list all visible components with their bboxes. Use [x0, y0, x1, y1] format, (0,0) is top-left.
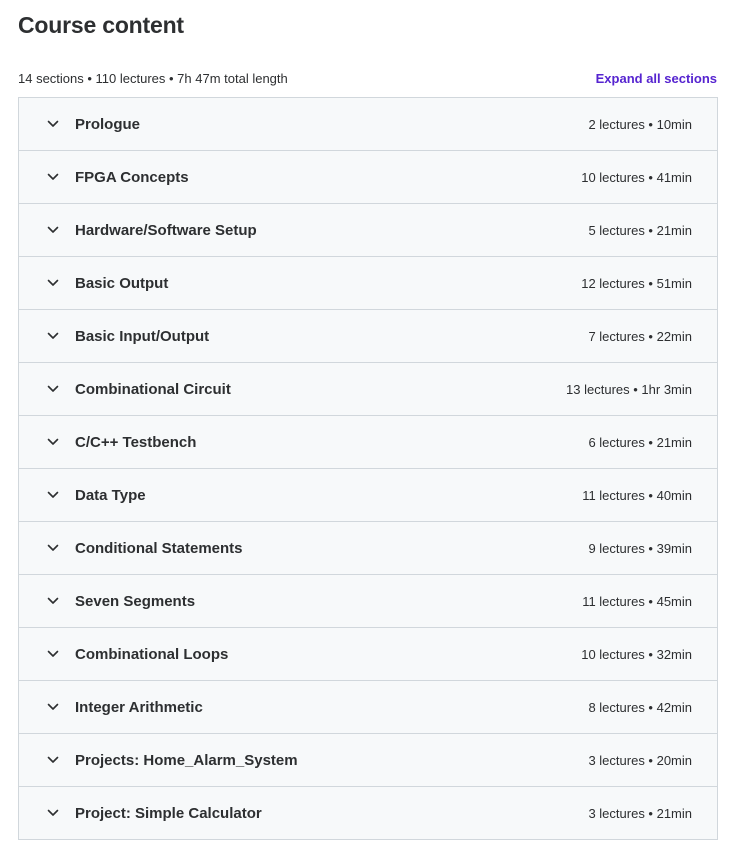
- chevron-down-icon: [47, 383, 59, 395]
- chevron-down-icon: [47, 807, 59, 819]
- section-meta: 3 lectures • 20min: [588, 752, 692, 768]
- section-header[interactable]: [19, 310, 717, 363]
- chevron-down-icon: [47, 595, 59, 607]
- section-header[interactable]: [19, 204, 717, 257]
- section-meta: 2 lectures • 10min: [588, 116, 692, 132]
- chevron-down-icon: [47, 542, 59, 554]
- section-header[interactable]: [19, 363, 717, 416]
- section-title: Combinational Loops: [75, 645, 229, 663]
- chevron-down-icon: [47, 277, 59, 289]
- section-title: FPGA Concepts: [75, 168, 189, 186]
- chevron-down-icon: [47, 436, 59, 448]
- section-title: Conditional Statements: [75, 539, 243, 557]
- course-summary-row: [18, 69, 717, 87]
- section-header[interactable]: [19, 257, 717, 310]
- section-meta: 5 lectures • 21min: [588, 222, 692, 238]
- section-header[interactable]: [19, 151, 717, 204]
- section-title: Data Type: [75, 486, 146, 504]
- section-header[interactable]: [19, 522, 717, 575]
- section-title: Prologue: [75, 115, 141, 133]
- section-header[interactable]: [19, 98, 717, 151]
- section-title: Seven Segments: [75, 592, 196, 610]
- section-header[interactable]: [19, 628, 717, 681]
- section-meta: 12 lectures • 51min: [581, 275, 692, 291]
- chevron-down-icon: [47, 701, 59, 713]
- section-title: Integer Arithmetic: [75, 698, 203, 716]
- section-meta: 6 lectures • 21min: [588, 434, 692, 450]
- section-header[interactable]: [19, 787, 717, 839]
- section-title: Hardware/Software Setup: [75, 221, 257, 239]
- section-meta: 10 lectures • 41min: [581, 169, 692, 185]
- section-title: Basic Input/Output: [75, 327, 210, 345]
- section-meta: 11 lectures • 45min: [582, 593, 692, 609]
- section-header[interactable]: [19, 469, 717, 522]
- section-meta: 7 lectures • 22min: [588, 328, 692, 344]
- section-meta: 9 lectures • 39min: [588, 540, 692, 556]
- section-title: Projects: Home_Alarm_System: [75, 751, 298, 769]
- chevron-down-icon: [47, 224, 59, 236]
- chevron-down-icon: [47, 118, 59, 130]
- section-list: [18, 97, 718, 840]
- section-header[interactable]: [19, 734, 717, 787]
- section-header[interactable]: [19, 681, 717, 734]
- section-meta: 11 lectures • 40min: [582, 487, 692, 503]
- page-title: Course content: [18, 12, 184, 38]
- section-header[interactable]: [19, 416, 717, 469]
- section-title: Combinational Circuit: [75, 380, 231, 398]
- chevron-down-icon: [47, 754, 59, 766]
- chevron-down-icon: [47, 648, 59, 660]
- section-title: C/C++ Testbench: [75, 433, 197, 451]
- section-meta: 3 lectures • 21min: [588, 805, 692, 821]
- chevron-down-icon: [47, 330, 59, 342]
- chevron-down-icon: [47, 489, 59, 501]
- expand-all-sections-button[interactable]: Expand all sections: [595, 70, 717, 86]
- section-meta: 13 lectures • 1hr 3min: [566, 381, 692, 397]
- section-meta: 8 lectures • 42min: [588, 699, 692, 715]
- section-header[interactable]: [19, 575, 717, 628]
- section-meta: 10 lectures • 32min: [581, 646, 692, 662]
- chevron-down-icon: [47, 171, 59, 183]
- course-summary: 14 sections • 110 lectures • 7h 47m total length: [18, 70, 288, 86]
- section-title: Project: Simple Calculator: [75, 804, 262, 822]
- section-title: Basic Output: [75, 274, 169, 292]
